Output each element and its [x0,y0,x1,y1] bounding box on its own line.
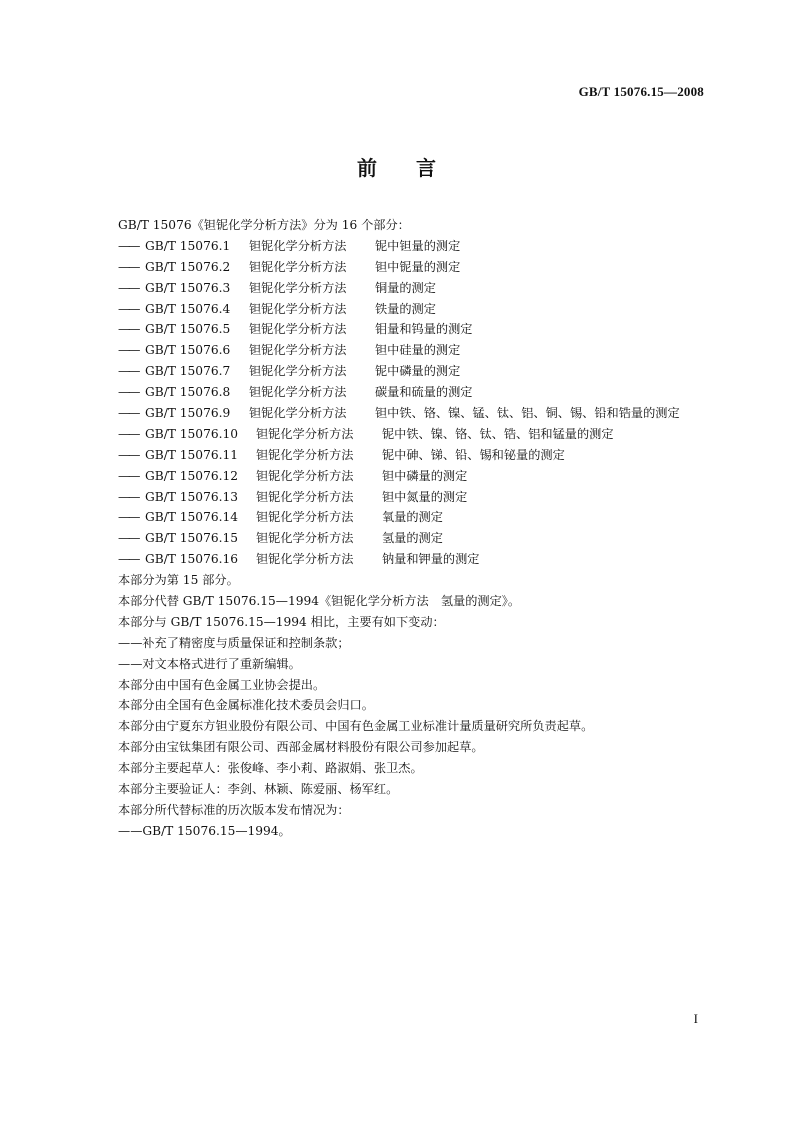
part-list-item [118,340,718,361]
list-dash: —— [118,489,139,504]
part-list-item [118,257,718,278]
test-subject: 碳量和硫量的测定 [375,385,473,400]
method-title: 钽铌化学分析方法 [249,322,347,337]
paragraph: 本部分与 GB/T 15076.15—1994 相比，主要有如下变动： [118,614,445,629]
standard-number: GB/T 15076.12 [145,468,238,483]
list-dash: —— [118,552,139,567]
part-list-item [118,507,718,528]
test-subject: 钽中磷量的测定 [382,468,468,483]
method-title: 钽铌化学分析方法 [249,238,347,253]
part-list-item [118,236,718,257]
standard-number: GB/T 15076.13 [145,489,238,504]
standard-number: GB/T 15076.3 [145,280,231,295]
page-title-second-char: 言 [416,156,437,180]
method-title: 钽铌化学分析方法 [249,385,347,400]
list-dash: —— [118,426,139,441]
test-subject: 铌中磷量的测定 [375,364,461,379]
part-list-item [118,528,718,549]
paragraph: 本部分为第 15 部分。 [118,573,239,588]
part-list-item [118,487,718,508]
test-subject: 钽中铌量的测定 [375,259,461,274]
list-dash: —— [118,468,139,483]
test-subject: 铜量的测定 [375,280,436,295]
method-title: 钽铌化学分析方法 [256,510,354,525]
method-title: 钽铌化学分析方法 [256,489,354,504]
paragraph: 本部分主要验证人：李剑、林颖、陈爱丽、杨军红。 [118,782,399,797]
standard-number: GB/T 15076.14 [145,510,238,525]
test-subject: 氢量的测定 [382,531,443,546]
list-dash: —— [118,259,139,274]
method-title: 钽铌化学分析方法 [249,280,347,295]
standard-number: GB/T 15076.15 [145,531,238,546]
list-dash: —— [118,343,139,358]
paragraph: ——对文本格式进行了重新编辑。 [118,656,301,671]
list-dash: —— [118,406,139,421]
part-list-item [118,424,718,445]
method-title: 钽铌化学分析方法 [256,468,354,483]
standard-number: GB/T 15076.2 [145,259,231,274]
part-list-item [118,319,718,340]
paragraph: 本部分所代替标准的历次版本发布情况为： [118,802,350,817]
method-title: 钽铌化学分析方法 [249,406,347,421]
part-list-item [118,382,718,403]
test-subject: 钽中氮量的测定 [382,489,468,504]
method-title: 钽铌化学分析方法 [249,364,347,379]
standard-number: GB/T 15076.5 [145,322,231,337]
standard-code-header: GB/T 15076.15—2008 [578,84,704,99]
test-subject: 铌中铁、镍、铬、钛、锆、铝和锰量的测定 [382,426,614,441]
standard-number: GB/T 15076.6 [145,343,231,358]
method-title: 钽铌化学分析方法 [256,447,354,462]
list-dash: —— [118,301,139,316]
test-subject: 钼量和钨量的测定 [375,322,473,337]
paragraph: 本部分代替 GB/T 15076.15—1994《钽铌化学分析方法 氢量的测定》。 [118,594,521,609]
part-list-item [118,549,718,570]
paragraph: 本部分由中国有色金属工业协会提出。 [118,677,326,692]
standard-number: GB/T 15076.10 [145,426,238,441]
part-list-item [118,278,718,299]
list-dash: —— [118,385,139,400]
method-title: 钽铌化学分析方法 [249,301,347,316]
method-title: 钽铌化学分析方法 [256,531,354,546]
list-dash: —— [118,322,139,337]
list-dash: —— [118,364,139,379]
method-title: 钽铌化学分析方法 [249,259,347,274]
paragraph: ——补充了精密度与质量保证和控制条款； [118,635,350,650]
paragraph: 本部分由宝钛集团有限公司、西部金属材料股份有限公司参加起草。 [118,740,484,755]
test-subject: 铌中砷、锑、铅、锡和铋量的测定 [382,447,565,462]
standard-number: GB/T 15076.7 [145,364,231,379]
test-subject: 氧量的测定 [382,510,443,525]
standard-number: GB/T 15076.8 [145,385,231,400]
page-title [0,152,794,181]
paragraph: 本部分由全国有色金属标准化技术委员会归口。 [118,698,374,713]
page-title-first-char: 前 [357,156,378,180]
standard-number: GB/T 15076.4 [145,301,231,316]
test-subject: 铁量的测定 [375,301,436,316]
test-subject: 钽中硅量的测定 [375,343,461,358]
list-dash: —— [118,447,139,462]
part-list-item [118,361,718,382]
intro-paragraph: GB/T 15076《钽铌化学分析方法》分为 16 个部分： [118,218,410,232]
method-title: 钽铌化学分析方法 [249,343,347,358]
test-subject: 钠量和钾量的测定 [382,552,480,567]
part-list-item [118,403,718,424]
list-dash: —— [118,531,139,546]
paragraph: 本部分主要起草人：张俊峰、李小莉、路淑娟、张卫杰。 [118,761,423,776]
list-dash: —— [118,238,139,253]
test-subject: 钽中铁、铬、镍、锰、钛、铝、铜、锡、铅和锆量的测定 [375,406,680,421]
paragraph: 本部分由宁夏东方钽业股份有限公司、中国有色金属工业标准计量质量研究所负责起草。 [118,719,594,734]
part-list-item [118,299,718,320]
paragraph: ——GB/T 15076.15—1994。 [118,823,291,838]
standard-number: GB/T 15076.11 [145,447,238,462]
list-dash: —— [118,280,139,295]
standard-number: GB/T 15076.1 [145,238,231,253]
part-list-item [118,466,718,487]
part-list-item [118,445,718,466]
page-number: I [693,1011,698,1026]
standard-number: GB/T 15076.9 [145,406,231,421]
method-title: 钽铌化学分析方法 [256,552,354,567]
preface-body [118,215,718,842]
test-subject: 铌中钽量的测定 [375,238,461,253]
method-title: 钽铌化学分析方法 [256,426,354,441]
standard-number: GB/T 15076.16 [145,552,238,567]
list-dash: —— [118,510,139,525]
